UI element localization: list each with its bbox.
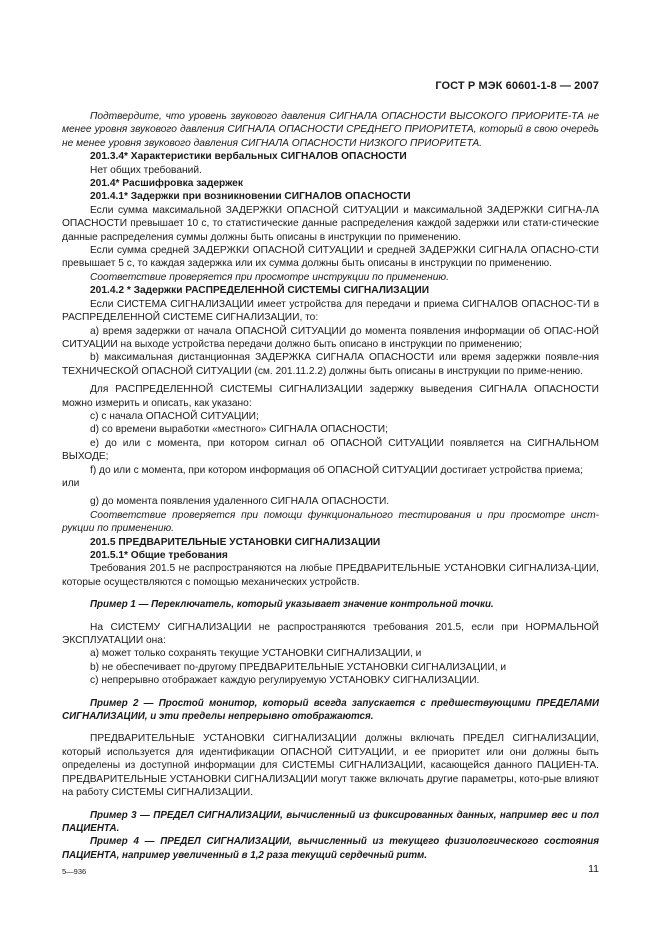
list-item: c) непрерывно отображает каждую регулируемую УСТАНОВКУ СИГНАЛИЗАЦИИ. [90,675,480,687]
section-heading-201-4-2: 201.4.2 * Задержки РАСПРЕДЕЛЕННОЙ СИСТЕМЫ СИГНАЛИЗАЦИИ [90,285,430,297]
document-header: ГОСТ Р МЭК 60601-1-8 — 2007 [435,80,599,92]
compliance-note: Соответствие проверяется при помощи функционального тестирования и при просмотре инст-рукции по применению. [62,509,599,535]
example-3: Пример 3 — ПРЕДЕЛ СИГНАЛИЗАЦИИ, вычисленный из фиксированных данных, например вес и пол ПАЦИЕНТА. [62,809,599,834]
verification-paragraph: Подтвердите, что уровень звукового давления СИГНАЛА ОПАСНОСТИ ВЫСОКОГО ПРИОРИТЕ-ТА не менее уровня звукового давления СИГНАЛА ОПАСНОСТИ СРЕДНЕГО ПРИОРИТЕТА, который в свою очередь не менее уровня звукового давления СИГНАЛА ОПАСНОСТИ НИЗКОГО ПРИОРИТЕТА. [62,111,599,149]
list-item: f) до или с момента, при котором информация об ОПАСНОЙ СИТУАЦИИ достигает устройства приема; [90,464,583,476]
section-heading-201-3-4: 201.3.4* Характеристики вербальных СИГНАЛОВ ОПАСНОСТИ [90,151,407,163]
example-1: Пример 1 — Переключатель, который указывает значение контрольной точки. [90,599,494,611]
paragraph: На СИСТЕМУ СИГНАЛИЗАЦИИ не распространяются требования 201.5, если при НОРМАЛЬНОЙ ЭКСПЛУАТАЦИИ она: [62,621,599,647]
list-item: c) с начала ОПАСНОЙ СИТУАЦИИ; [90,410,259,422]
section-heading-201-5: 201.5 ПРЕДВАРИТЕЛЬНЫЕ УСТАНОВКИ СИГНАЛИЗАЦИИ [90,536,381,548]
section-heading-201-4-1: 201.4.1* Задержки при возникновении СИГНАЛОВ ОПАСНОСТИ [90,191,411,203]
list-item: b) не обеспечивает по-другому ПРЕДВАРИТЕЛЬНЫЕ УСТАНОВКИ СИГНАЛИЗАЦИИ, и [90,661,507,673]
paragraph: Для РАСПРЕДЕЛЕННОЙ СИСТЕМЫ СИГНАЛИЗАЦИИ задержку выведения СИГНАЛА ОПАСНОСТИ можно измерить и описать, как указано: [62,384,599,409]
paragraph: Нет общих требований. [90,164,202,176]
section-heading-201-4: 201.4* Расшифровка задержек [90,178,243,190]
paragraph: ПРЕДВАРИТЕЛЬНЫЕ УСТАНОВКИ СИГНАЛИЗАЦИИ должны включать ПРЕДЕЛ СИГНАЛИЗАЦИИ, который используется для идентификации ОПАСНОЙ СИТУАЦИИ, и ее приоритет или они должны быть определены из доступной информации для СИСТЕМЫ СИГНАЛИЗАЦИИ, касающейся данного ПАЦИЕН-ТА. ПРЕДВАРИТЕЛЬНЫЕ УСТАНОВКИ СИГНАЛИЗАЦИИ могут также включать другие параметры, кото-рые влияют на работу СИСТЕМЫ СИГНАЛИЗАЦИИ. [62,733,599,799]
list-item: a) время задержки от начала ОПАСНОЙ СИТУАЦИИ до момента появления информации об ОПАС-НОЙ СИТУАЦИИ на выходе устройства передачи должно быть описано в инструкции по применению; [62,325,599,350]
list-item: g) до момента появления удаленного СИГНАЛА ОПАСНОСТИ. [90,496,390,508]
list-item: d) со времени выработки «местного» СИГНАЛА ОПАСНОСТИ; [90,424,388,436]
example-2: Пример 2 — Простой монитор, который всегда запускается с предшествующими ПРЕДЕЛАМИ СИГНАЛИЗАЦИИ, и эти пределы непрерывно отображаются. [62,697,599,723]
list-item: e) до или с момента, при котором сигнал об ОПАСНОЙ СИТУАЦИИ появляется на СИГНАЛЬНОМ ВЫХОДЕ; [62,437,599,463]
page-number: 11 [588,863,599,875]
section-heading-201-5-1: 201.5.1* Общие требования [90,550,228,561]
compliance-note: Соответствие проверяется при просмотре инструкции по применению. [90,271,449,283]
list-item: b) максимальная дистанционная ЗАДЕРЖКА СИГНАЛА ОПАСНОСТИ или время задержки появле-ния ТЕХНИЧЕСКОЙ ОПАСНОЙ СИТУАЦИИ (см. 201.11.2.2) должны быть описаны в инструкции по приме-нению. [62,352,599,377]
paragraph: Если СИСТЕМА СИГНАЛИЗАЦИИ имеет устройства для передачи и приема СИГНАЛОВ ОПАСНОС-ТИ в РАСПРЕДЕЛЕННОЙ СИСТЕМЕ СИГНАЛИЗАЦИИ, то: [62,298,599,324]
sheet-number: 5—936 [62,867,87,876]
paragraph: Если сумма максимальной ЗАДЕРЖКИ ОПАСНОЙ СИТУАЦИИ и максимальной ЗАДЕРЖКИ СИГНА-ЛА ОПАСНОСТИ превышает 10 с, то статистические данные распределения каждой задержки или стати-стические данные распределения суммы должны быть описаны в инструкции по применению. [62,204,599,243]
paragraph: Требования 201.5 не распространяются на любые ПРЕДВАРИТЕЛЬНЫЕ УСТАНОВКИ СИГНАЛИЗА-ЦИИ, которые осуществляются с помощью механических устройств. [62,563,599,588]
document-body [62,110,599,862]
paragraph: Если сумма средней ЗАДЕРЖКИ ОПАСНОЙ СИТУАЦИИ и средней ЗАДЕРЖКИ СИГНАЛА ОПАСНО-СТИ превышает 5 с, то каждая задержка или их сумма должны быть описаны в инструкции по применению. [62,245,599,270]
conjunction-text: или [62,477,80,489]
list-item: a) может только сохранять текущие УСТАНОВКИ СИГНАЛИЗАЦИИ, и [90,648,422,660]
example-4: Пример 4 — ПРЕДЕЛ СИГНАЛИЗАЦИИ, вычисленный из текущего физиологического состояния ПАЦИЕНТА, например увеличенный в 1,2 раза текущий сердечный ритм. [62,836,599,861]
